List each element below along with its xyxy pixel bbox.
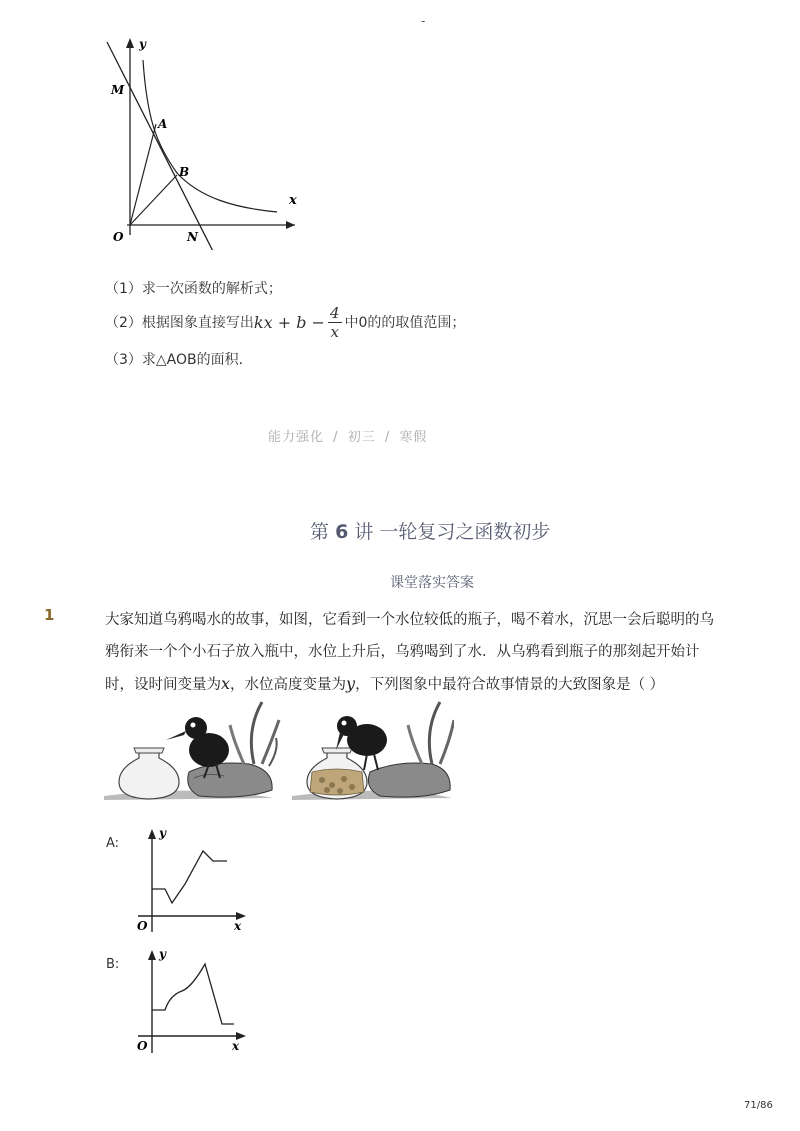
fig-label-M: M: [111, 83, 125, 97]
option-a-origin: O: [137, 919, 148, 933]
separator: /: [384, 430, 391, 445]
question-1: （1）求一次函数的解析式；: [105, 281, 282, 297]
scene-1: [104, 702, 279, 800]
option-a-axis-x: x: [234, 919, 242, 933]
option-a-axis-y: y: [159, 826, 166, 840]
option-b-label: B:: [106, 957, 120, 972]
question-2-fraction: [328, 304, 342, 341]
fig-label-y: y: [139, 37, 146, 51]
question-2-prefix: （2）根据图象直接写出: [105, 315, 254, 331]
scene-2: [292, 702, 454, 800]
question-2-expression: kx + b −: [253, 312, 325, 332]
option-b-graph: [130, 943, 255, 1058]
variable-x: x: [221, 674, 231, 693]
option-b-axis-y: y: [159, 947, 166, 961]
lecture-prefix: 第: [310, 521, 330, 543]
lecture-number: 6: [335, 521, 349, 543]
variable-y: y: [346, 674, 356, 693]
fraction-numerator: 4: [329, 303, 340, 322]
hyperbola-line-figure: [95, 30, 315, 250]
top-mark: -: [421, 14, 426, 28]
term-label: 寒假: [399, 430, 428, 445]
option-a-label: A:: [106, 836, 120, 851]
fraction-denominator: x: [330, 322, 339, 341]
problem-text: [105, 604, 725, 701]
grade-label: 初三: [347, 430, 376, 445]
fig-label-O: O: [113, 230, 124, 244]
question-2: [105, 302, 465, 342]
option-b-origin: O: [137, 1039, 148, 1053]
problem-number: 1: [44, 606, 55, 624]
page-number: 71/86: [744, 1100, 773, 1111]
separator: /: [333, 430, 339, 445]
option-b-axis-x: x: [232, 1039, 240, 1053]
question-2-overlap: 中0的: [344, 315, 382, 331]
fig-label-B: B: [179, 165, 190, 179]
problem-text-part-1: 大家知道乌鸦喝水的故事，如图，它看到一个水位较低的瓶子，喝不着水，沉思一会后聪明的乌鸦衔来一个个小石子放入瓶中，水位上升后，乌鸦喝到了水．从乌鸦看到瓶子的那刻起开始计时，设时间变量为: [105, 612, 714, 693]
course-header: [268, 426, 427, 445]
lecture-title: [310, 517, 550, 544]
course-name: 能力强化: [268, 430, 325, 445]
crow-and-bottle-illustration: [104, 700, 454, 808]
problem-text-part-2: ，水位高度变量为: [230, 677, 347, 693]
fig-label-x: x: [289, 193, 297, 208]
question-2-suffix: 的取值范围；: [381, 315, 466, 331]
lecture-suffix: 讲 一轮复习之函数初步: [354, 521, 551, 543]
problem-text-part-3: ，下列图象中最符合故事情景的大致图象是（ ）: [355, 677, 665, 693]
question-3: （3）求△AOB的面积．: [105, 352, 253, 368]
option-a-graph: [130, 822, 255, 937]
fig-label-A: A: [158, 117, 168, 131]
fig-label-N: N: [187, 230, 198, 244]
section-title: 课堂落实答案: [390, 575, 474, 591]
